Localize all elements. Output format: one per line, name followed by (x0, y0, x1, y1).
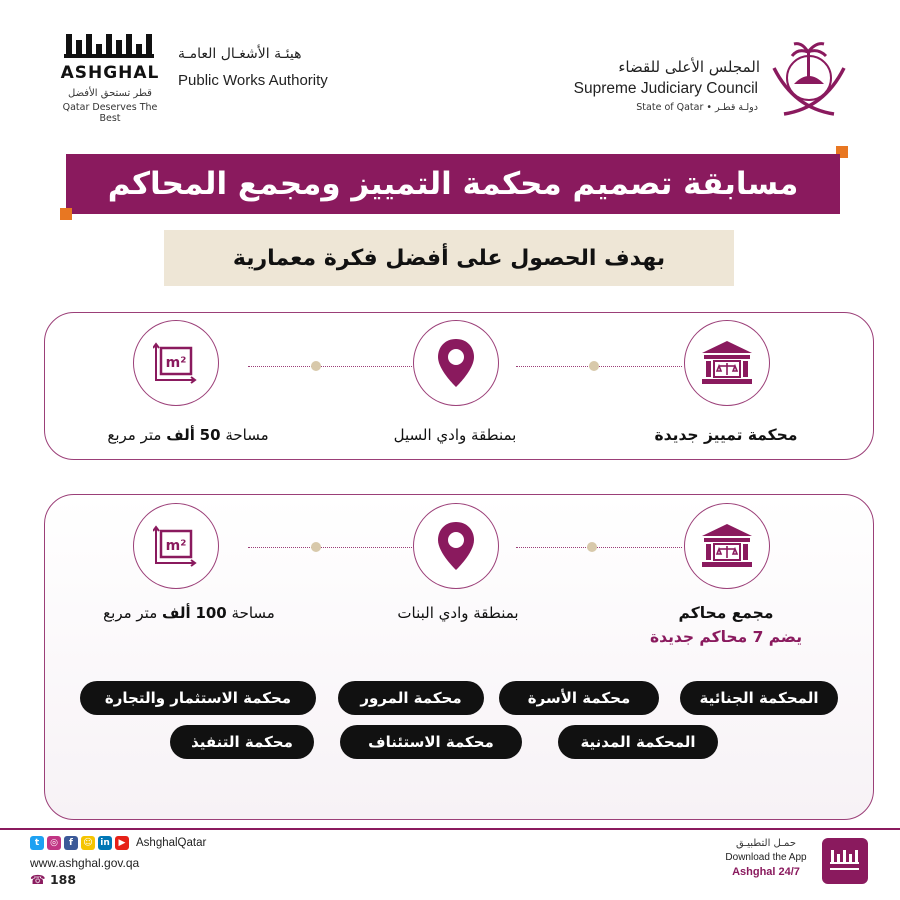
svg-text:m²: m² (165, 538, 187, 554)
app-download-en: Download the App (725, 852, 807, 863)
facebook-icon[interactable]: f (64, 836, 78, 850)
phone-number[interactable]: ☎ 188 (30, 872, 77, 887)
court-pill: المحكمة الجنائية (680, 681, 838, 715)
area-m2-icon (133, 503, 219, 589)
area-m2-icon (133, 320, 219, 406)
twitter-icon[interactable]: t (30, 836, 44, 850)
location-pin-icon (413, 503, 499, 589)
ashghal-app-icon[interactable] (822, 838, 868, 884)
court-pill: المحكمة المدنية (558, 725, 718, 759)
court-pill: محكمة المرور (338, 681, 484, 715)
courthouse-icon (684, 503, 770, 589)
court-pill: محكمة التنفيذ (170, 725, 314, 759)
ashghal-slogan-en: Qatar Deserves The Best (62, 102, 158, 124)
linkedin-icon[interactable]: in (98, 836, 112, 850)
sjc-name-ar: المجلس الأعلى للقضاء (618, 58, 760, 76)
connector-line (248, 366, 412, 367)
connector-dot (589, 361, 599, 371)
court-pill: محكمة الاستئناف (340, 725, 522, 759)
court-pill: محكمة الاستثمار والتجارة (80, 681, 316, 715)
courthouse-icon (684, 320, 770, 406)
youtube-icon[interactable]: ▶ (115, 836, 129, 850)
sjc-name-en: Supreme Judiciary Council (573, 80, 758, 97)
website-link[interactable]: www.ashghal.gov.qa (30, 856, 140, 870)
pwa-name-ar: هيئـة الأشغـال العامـة (178, 46, 302, 62)
connector-line (248, 547, 412, 548)
app-download-ar: حمـل التطبيـق (736, 838, 796, 849)
svg-text:m²: m² (165, 355, 187, 371)
sjc-state-label: State of Qatar • دولـة قطـر (636, 102, 758, 113)
pwa-name-en: Public Works Authority (178, 72, 328, 89)
snapchat-icon[interactable]: ☺ (81, 836, 95, 850)
connector-dot (587, 542, 597, 552)
location-label: بمنطقة وادي البنات (397, 604, 519, 622)
footer-divider (0, 828, 900, 830)
area-label: مساحة 50 ألف متر مربع (107, 426, 269, 444)
social-handle[interactable]: AshghalQatar (136, 837, 207, 849)
connector-dot (311, 542, 321, 552)
location-pin-icon (413, 320, 499, 406)
area-label: مساحة 100 ألف متر مربع (103, 604, 275, 622)
location-label: بمنطقة وادي السيل (393, 426, 517, 444)
instagram-icon[interactable]: ◎ (47, 836, 61, 850)
connector-dot (311, 361, 321, 371)
ashghal-slogan-ar: قطر تستحق الأفضل (68, 88, 152, 99)
qatar-emblem-icon (764, 38, 854, 120)
svg-text:ASHGHAL: ASHGHAL (60, 63, 160, 83)
connector-line (516, 547, 682, 548)
cassation-court-label: محكمة تمييز جديدة (654, 426, 798, 444)
court-pill: محكمة الأسرة (499, 681, 659, 715)
court-complex-subtitle: يضم 7 محاكم جديدة (649, 628, 803, 646)
court-complex-label: مجمع محاكم (678, 604, 774, 622)
phone-icon: ☎ (30, 872, 46, 887)
decor-square-bottom (60, 208, 72, 220)
social-links (30, 836, 206, 850)
page-title: مسابقة تصميم محكمة التمييز ومجمع المحاكم (66, 154, 840, 214)
app-name: Ashghal 24/7 (732, 866, 800, 878)
page-subtitle: بهدف الحصول على أفضل فكرة معمارية (164, 230, 734, 286)
connector-line (516, 366, 682, 367)
ashghal-logo (60, 32, 160, 84)
